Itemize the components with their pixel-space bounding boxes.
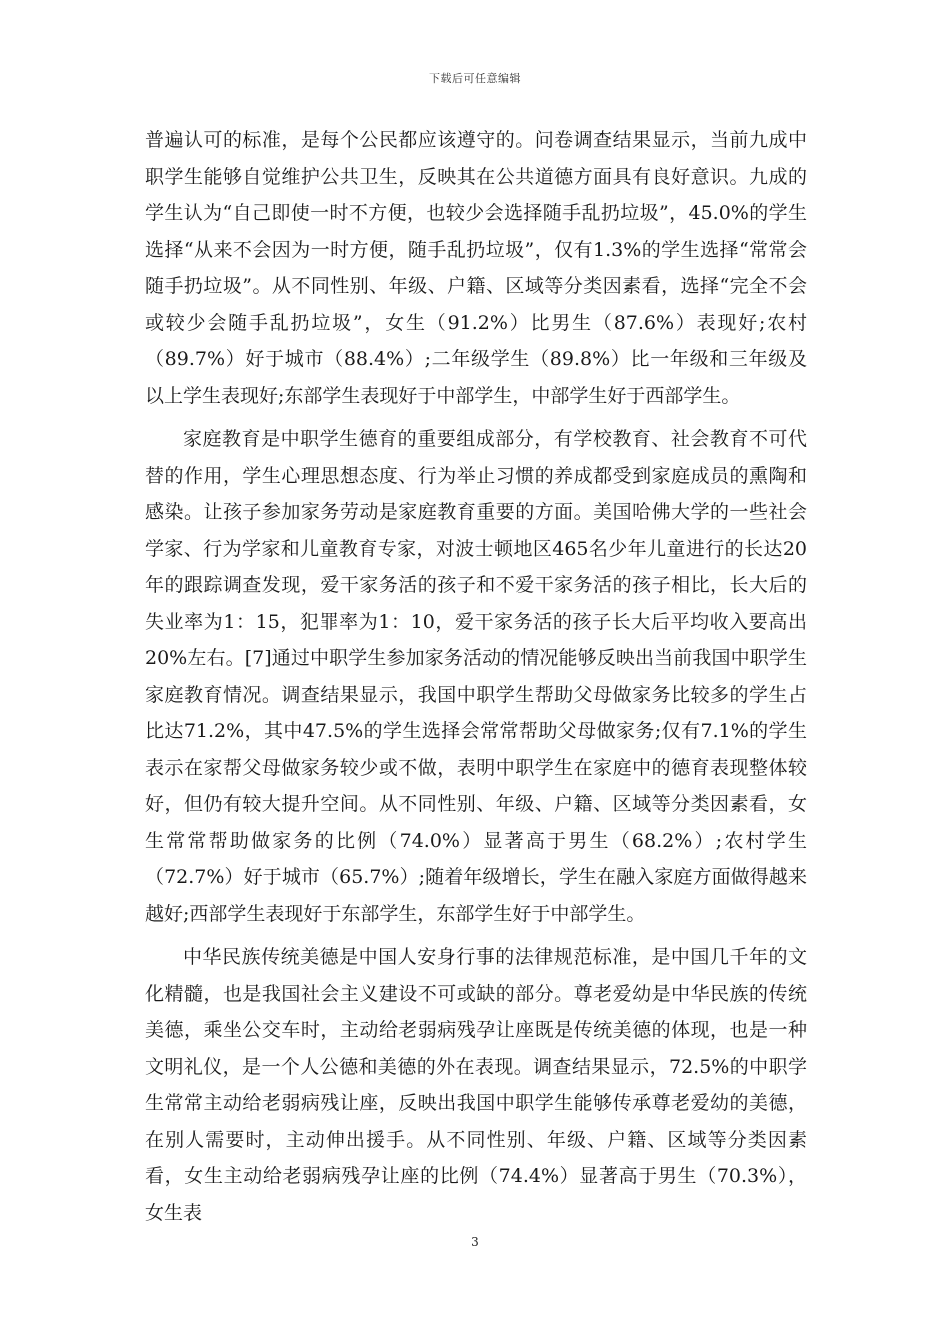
page-header: 下载后可任意编辑 bbox=[429, 72, 521, 85]
body-text bbox=[145, 122, 807, 1238]
paragraph-family-education: 家庭教育是中职学生德育的重要组成部分，有学校教育、社会教育不可代替的作用，学生心理思想态度、行为举止习惯的养成都受到家庭成员的熏陶和感染。让孩子参加家务劳动是家庭教育重要的方面。美国哈佛大学的一些社会学家、行为学家和儿童教育专家，对波士顿地区465名少年儿童进行的长达20年的跟踪调查发现，爱干家务活的孩子和不爱干家务活的孩子相比，长大后的失业率为1：15，犯罪率为1：10，爱干家务活的孩子长大后平均收入要高出20%左右。[7]通过中职学生参加家务活动的情况能够反映出当前我国中职学生家庭教育情况。调查结果显示，我国中职学生帮助父母做家务比较多的学生占比达71.2%，其中47.5%的学生选择会常常帮助父母做家务;仅有7.1%的学生表示在家帮父母做家务较少或不做，表明中职学生在家庭中的德育表现整体较好，但仍有较大提升空间。从不同性别、年级、户籍、区域等分类因素看，女生常常帮助做家务的比例（74.0%）显著高于男生（68.2%）;农村学生（72.7%）好于城市（65.7%）;随着年级增长，学生在融入家庭方面做得越来越好;西部学生表现好于东部学生，东部学生好于中部学生。 bbox=[145, 428, 807, 925]
paragraph-public-hygiene: 普遍认可的标准，是每个公民都应该遵守的。问卷调查结果显示，当前九成中职学生能够自觉维护公共卫生，反映其在公共道德方面具有良好意识。九成的学生认为“自己即使一时不方便，也较少会选择随手乱扔垃圾”，45.0%的学生选择“从来不会因为一时方便，随手乱扔垃圾”，仅有1.3%的学生选择“常常会随手扔垃圾”。从不同性别、年级、户籍、区域等分类因素看，选择“完全不会或较少会随手乱扔垃圾”，女生（91.2%）比男生（87.6%）表现好;农村（89.7%）好于城市（88.4%）;二年级学生（89.8%）比一年级和三年级及以上学生表现好;东部学生表现好于中部学生，中部学生好于西部学生。 bbox=[145, 129, 807, 407]
paragraph-traditional-virtue: 中华民族传统美德是中国人安身行事的法律规范标准，是中国几千年的文化精髓，也是我国社会主义建设不可或缺的部分。尊老爱幼是中华民族的传统美德，乘坐公交车时，主动给老弱病残孕让座既是传统美德的体现，也是一种文明礼仪，是一个人公德和美德的外在表现。调查结果显示，72.5%的中职学生常常主动给老弱病残让座，反映出我国中职学生能够传承尊老爱幼的美德，在别人需要时，主动伸出援手。从不同性别、年级、户籍、区域等分类因素看，女生主动给老弱病残孕让座的比例（74.4%）显著高于男生（70.3%），女生表 bbox=[145, 946, 807, 1224]
page-number: 3 bbox=[471, 1235, 479, 1249]
